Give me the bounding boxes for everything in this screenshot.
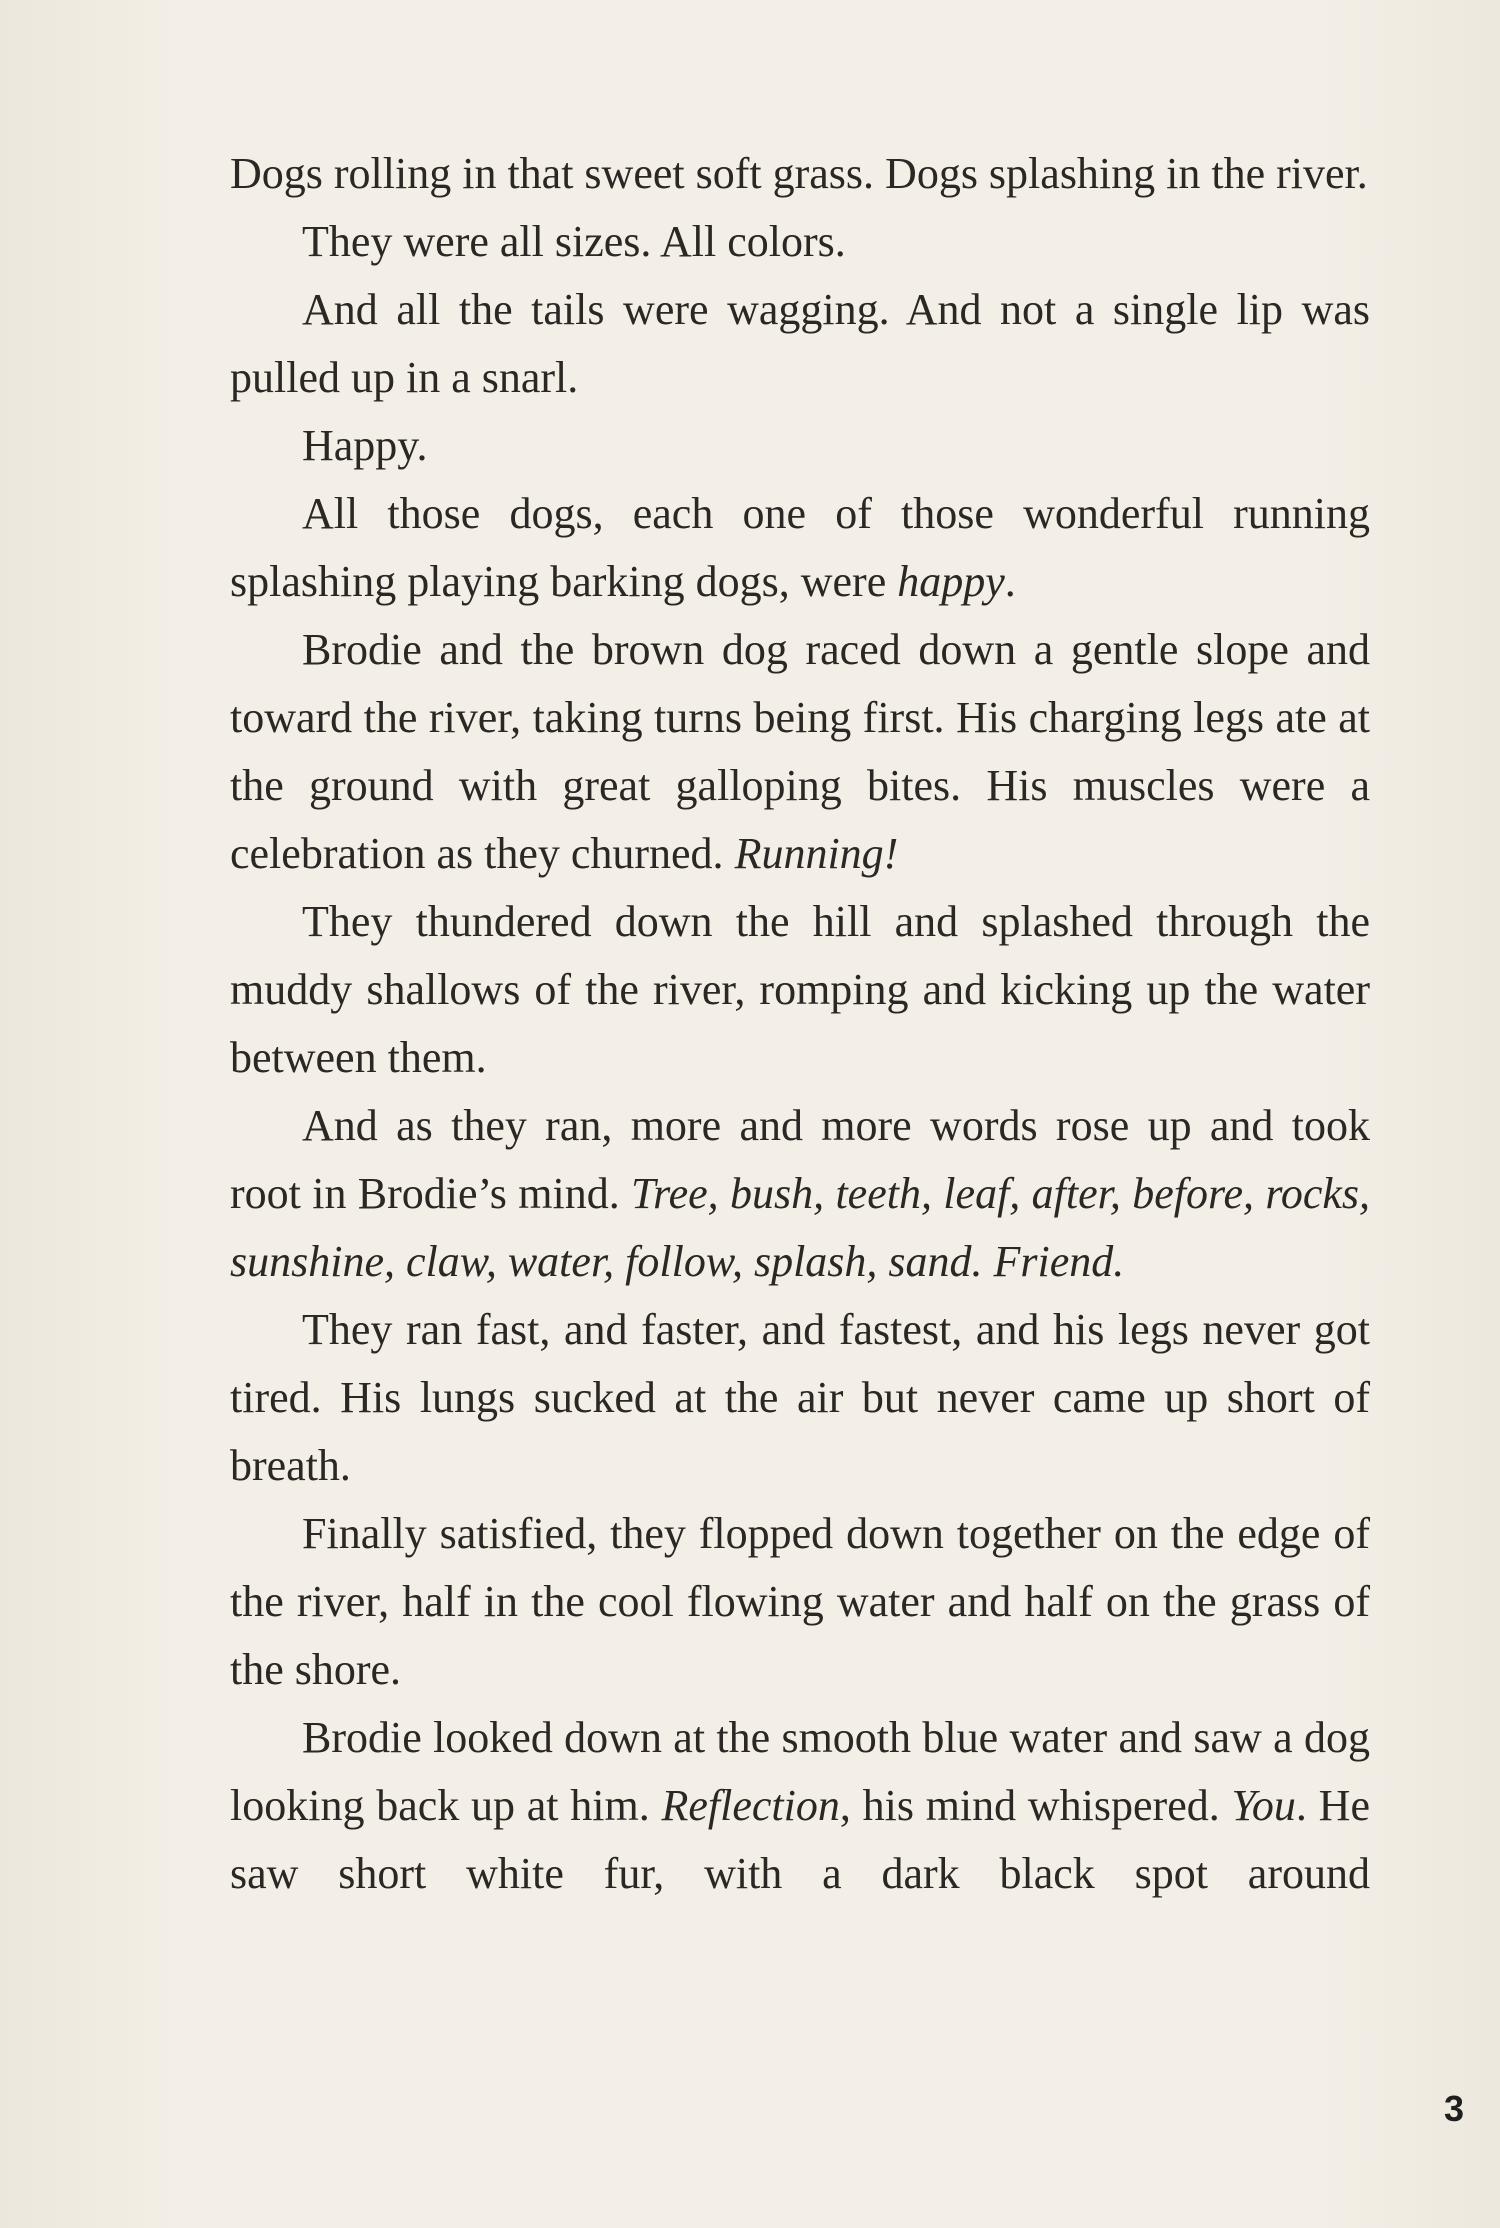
paragraph [230, 208, 1370, 276]
text-run: Brodie looked down at the smooth blue water and saw a dog looking back up at him. [230, 1713, 1370, 1830]
text-run: . He saw short white fur, with a dark black spot around [230, 1781, 1370, 1898]
italic-text: Tree, bush, teeth, leaf, after, before, rocks, sunshine, claw, water, follow, splash, sand. Friend. [230, 1169, 1370, 1286]
paragraph [230, 1296, 1370, 1500]
paragraph [230, 1092, 1370, 1296]
text-run: All those dogs, each one of those wonderful running splashing playing barking dogs, were [230, 489, 1370, 606]
paragraph [230, 480, 1370, 616]
italic-text: Reflection [661, 1781, 840, 1830]
text-run: Happy. [302, 421, 428, 470]
paragraph [230, 1704, 1370, 1908]
page-number: 3 [1443, 2088, 1464, 2129]
text-run: . [1004, 557, 1016, 606]
paragraph [230, 616, 1370, 888]
paragraph [230, 412, 1370, 480]
paragraph [230, 140, 1370, 208]
italic-text: You [1231, 1781, 1296, 1830]
text-run: They were all sizes. All colors. [302, 217, 846, 266]
italic-text: Running! [734, 829, 899, 878]
paragraph [230, 1500, 1370, 1704]
body-text [230, 140, 1370, 1908]
text-run: Brodie and the brown dog raced down a gentle slope and toward the river, taking turns being first. His charging legs ate at the ground with great galloping bites. His muscles were a celebration as they churned. [230, 625, 1370, 878]
text-run: And as they ran, more and more words rose up and took root in Brodie’s mind. [230, 1101, 1370, 1218]
text-run: , his mind whispered. [839, 1781, 1232, 1830]
text-run: Finally satisfied, they flopped down together on the edge of the river, half in the cool flowing water and half on the grass of the shore. [230, 1509, 1370, 1694]
paragraph [230, 888, 1370, 1092]
text-run: Dogs rolling in that sweet soft grass. Dogs splashing in the river. [230, 149, 1368, 198]
text-run: And all the tails were wagging. And not a single lip was pulled up in a snarl. [230, 285, 1370, 402]
paragraph [230, 276, 1370, 412]
text-run: They thundered down the hill and splashed through the muddy shallows of the river, romping and kicking up the water between them. [230, 897, 1370, 1082]
text-run: They ran fast, and faster, and fastest, and his legs never got tired. His lungs sucked at the air but never came up short of breath. [230, 1305, 1370, 1490]
italic-text: happy [897, 557, 1005, 606]
